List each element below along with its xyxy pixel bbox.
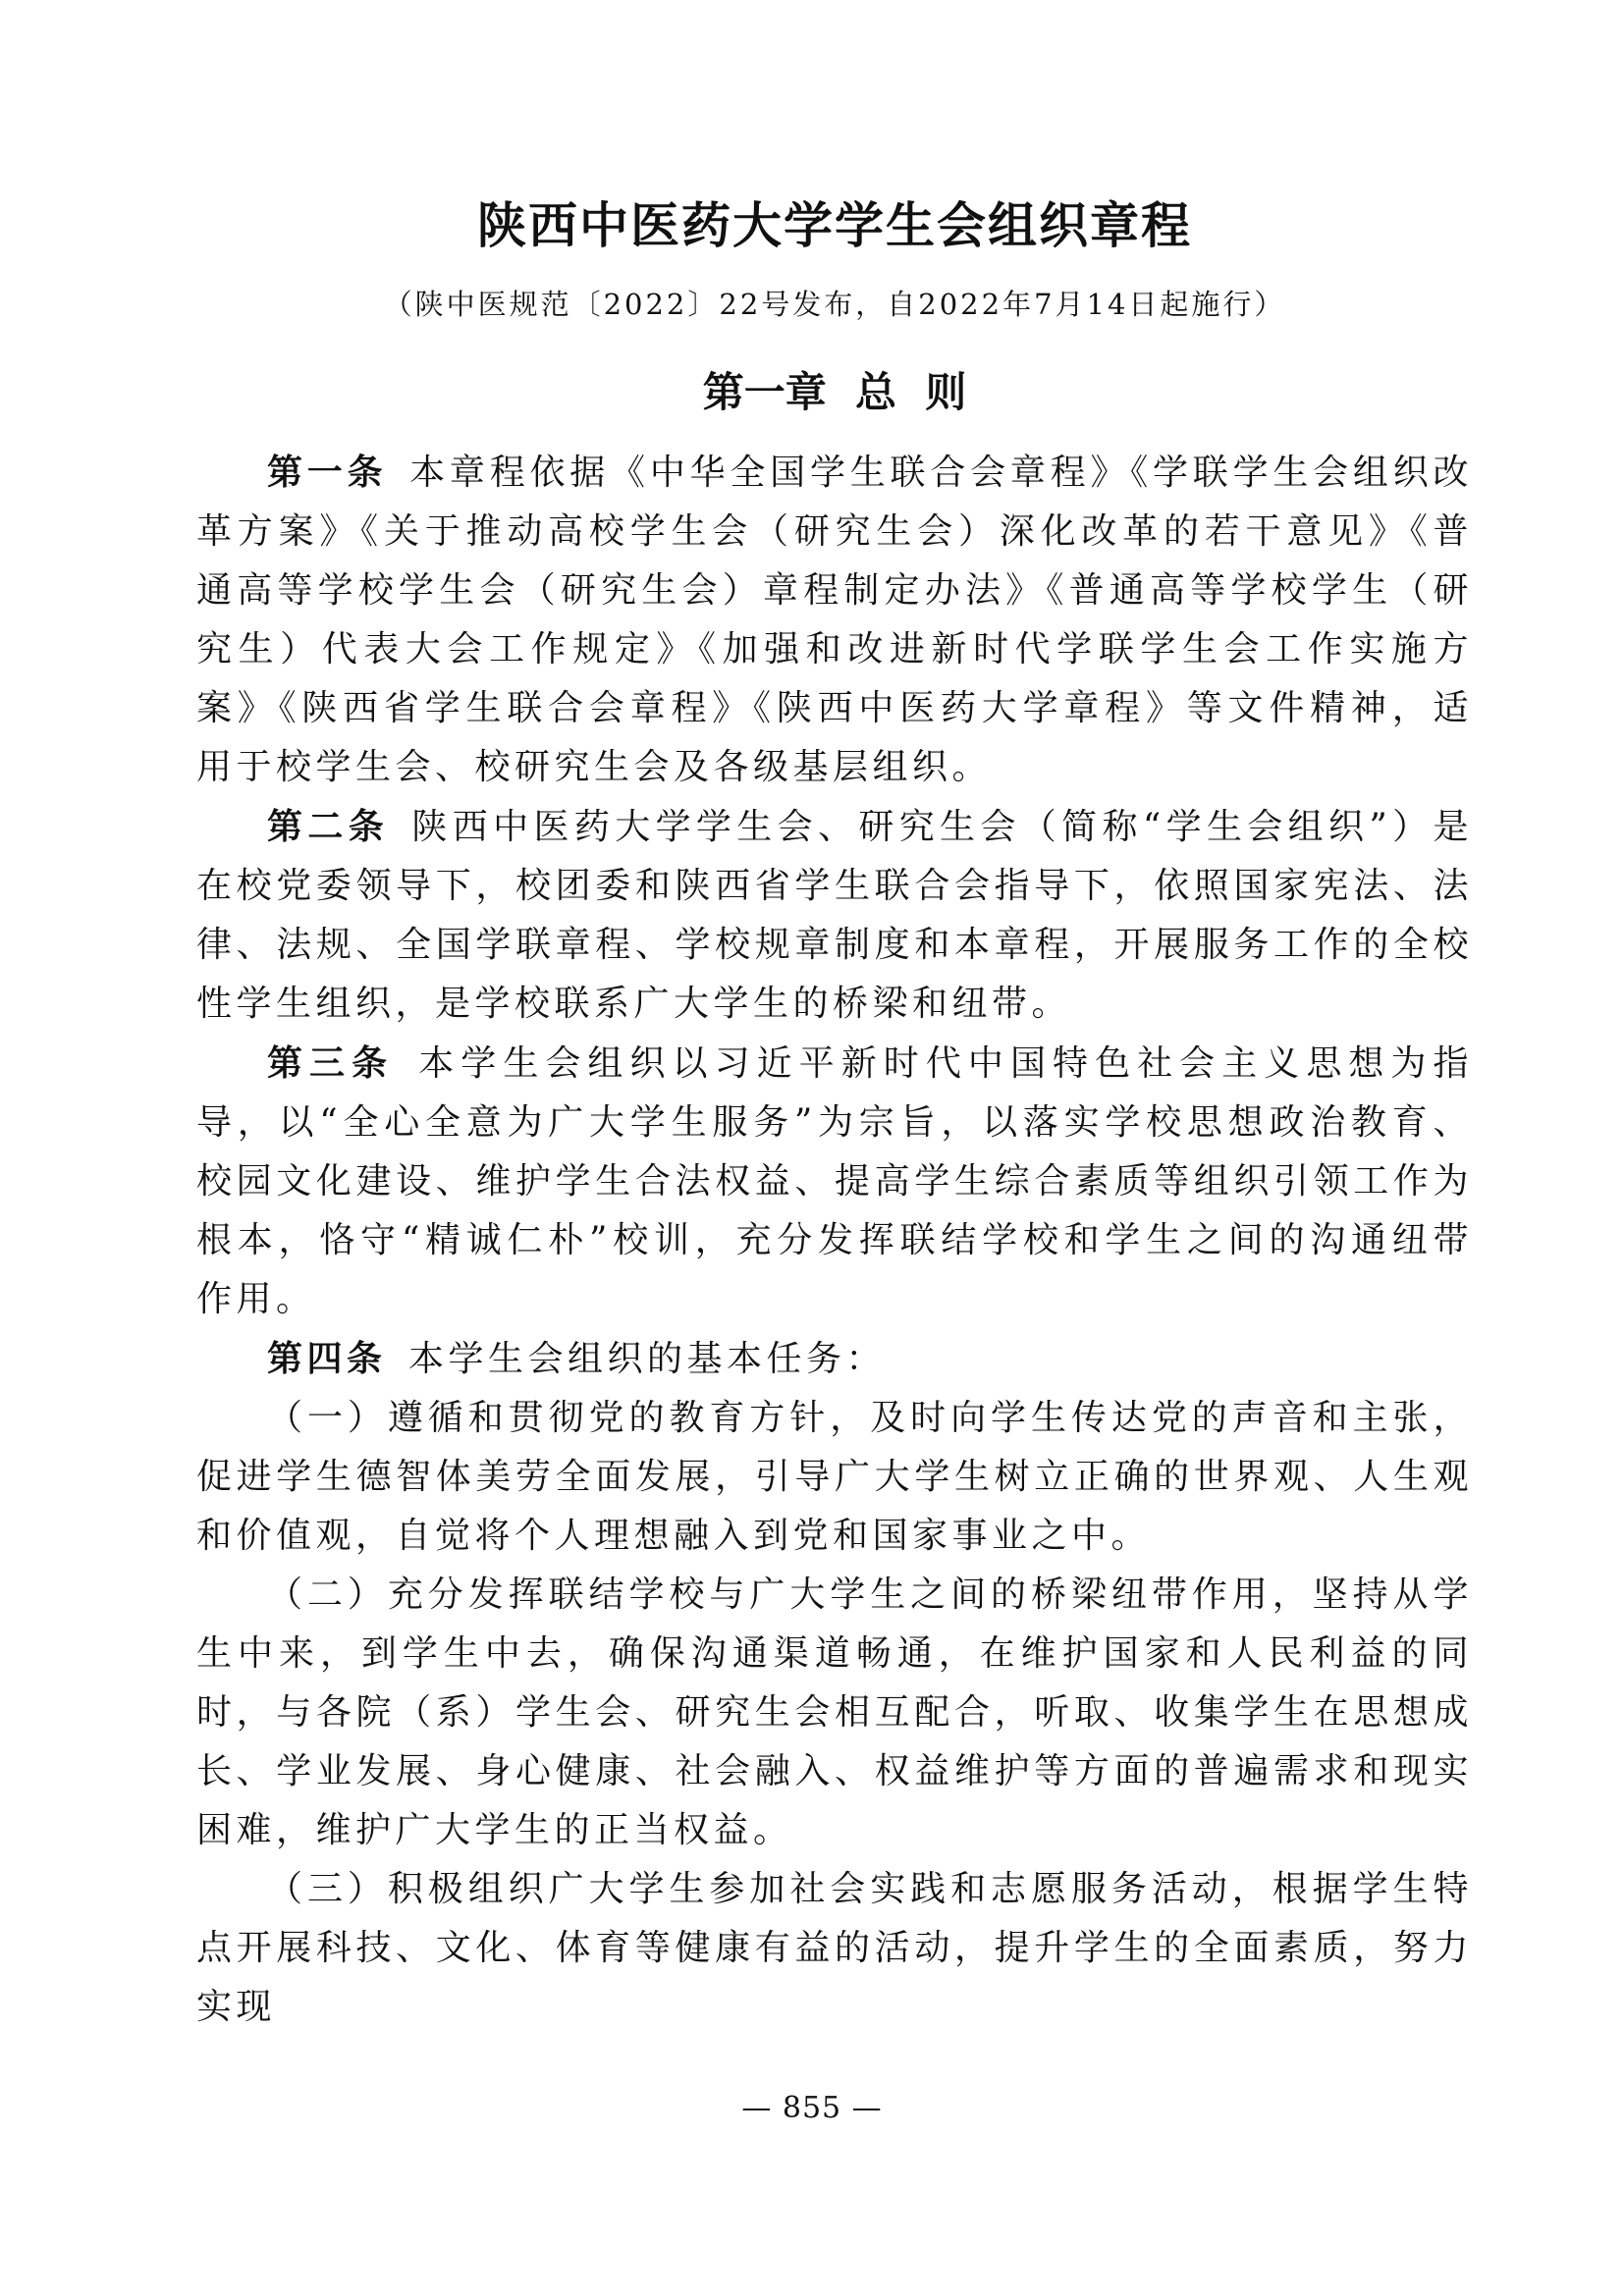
task-item-3: [196, 1860, 1473, 2037]
article-2: [196, 797, 1473, 1034]
document-title: 陕西中医药大学学生会组织章程: [477, 196, 1192, 254]
article-3: [196, 1034, 1473, 1329]
article-4: [196, 1329, 1473, 1389]
article-text: 本章程依据《中华全国学生联合会章程》《学联学生会组织改革方案》《关于推动高校学生会（研究生会）深化改革的若干意见》《普通高等学校学生会（研究生会）章程制定办法》《普通高等学校学生（研究生）代表大会工作规定》《加强和改进新时代学联学生会工作实施方案》《陕西省学生联合会章程》《陕西中医药大学章程》等文件精神，适用于校学生会、校研究生会及各级基层组织。: [196, 453, 1473, 787]
page-number: — 855 —: [741, 2091, 883, 2125]
task-text: （三）积极组织广大学生参加社会实践和志愿服务活动，根据学生特点开展科技、文化、体育等健康有益的活动，提升学生的全面素质，努力实现: [196, 1869, 1473, 2027]
chapter-title: 第一章 总 则: [702, 368, 967, 416]
article-label: 第二条: [267, 806, 390, 847]
task-text: （一）遵循和贯彻党的教育方针，及时向学生传达党的声音和主张，促进学生德智体美劳全面发展，引导广大学生树立正确的世界观、人生观和价值观，自觉将个人理想融入到党和国家事业之中。: [196, 1398, 1473, 1556]
document-subtitle: （陕中医规范〔2022〕22号发布，自2022年7月14日起施行）: [383, 288, 1286, 321]
article-label: 第一条: [267, 452, 388, 493]
article-1: [196, 443, 1473, 797]
article-label: 第四条: [267, 1338, 387, 1379]
article-text: 本学生会组织的基本任务：: [408, 1339, 887, 1379]
task-item-1: [196, 1389, 1473, 1566]
document-page: [196, 182, 1473, 2037]
article-text: 本学生会组织以习近平新时代中国特色社会主义思想为指导，以“全心全意为广大学生服务”为宗旨，以落实学校思想政治教育、校园文化建设、维护学生合法权益、提高学生综合素质等组织引领工作为根本，恪守“精诚仁朴”校训，充分发挥联结学校和学生之间的沟通纽带作用。: [196, 1043, 1473, 1319]
task-item-2: [196, 1566, 1473, 1860]
task-text: （二）充分发挥联结学校与广大学生之间的桥梁纽带作用，坚持从学生中来，到学生中去，确保沟通渠道畅通，在维护国家和人民利益的同时，与各院（系）学生会、研究生会相互配合，听取、收集学生在思想成长、学业发展、身心健康、社会融入、权益维护等方面的普遍需求和现实困难，维护广大学生的正当权益。: [196, 1575, 1473, 1850]
article-label: 第三条: [267, 1042, 395, 1084]
article-text: 陕西中医药大学学生会、研究生会（简称“学生会组织”）是在校党委领导下，校团委和陕西省学生联合会指导下，依照国家宪法、法律、法规、全国学联章程、学校规章制度和本章程，开展服务工作的全校性学生组织，是学校联系广大学生的桥梁和纽带。: [196, 807, 1473, 1024]
